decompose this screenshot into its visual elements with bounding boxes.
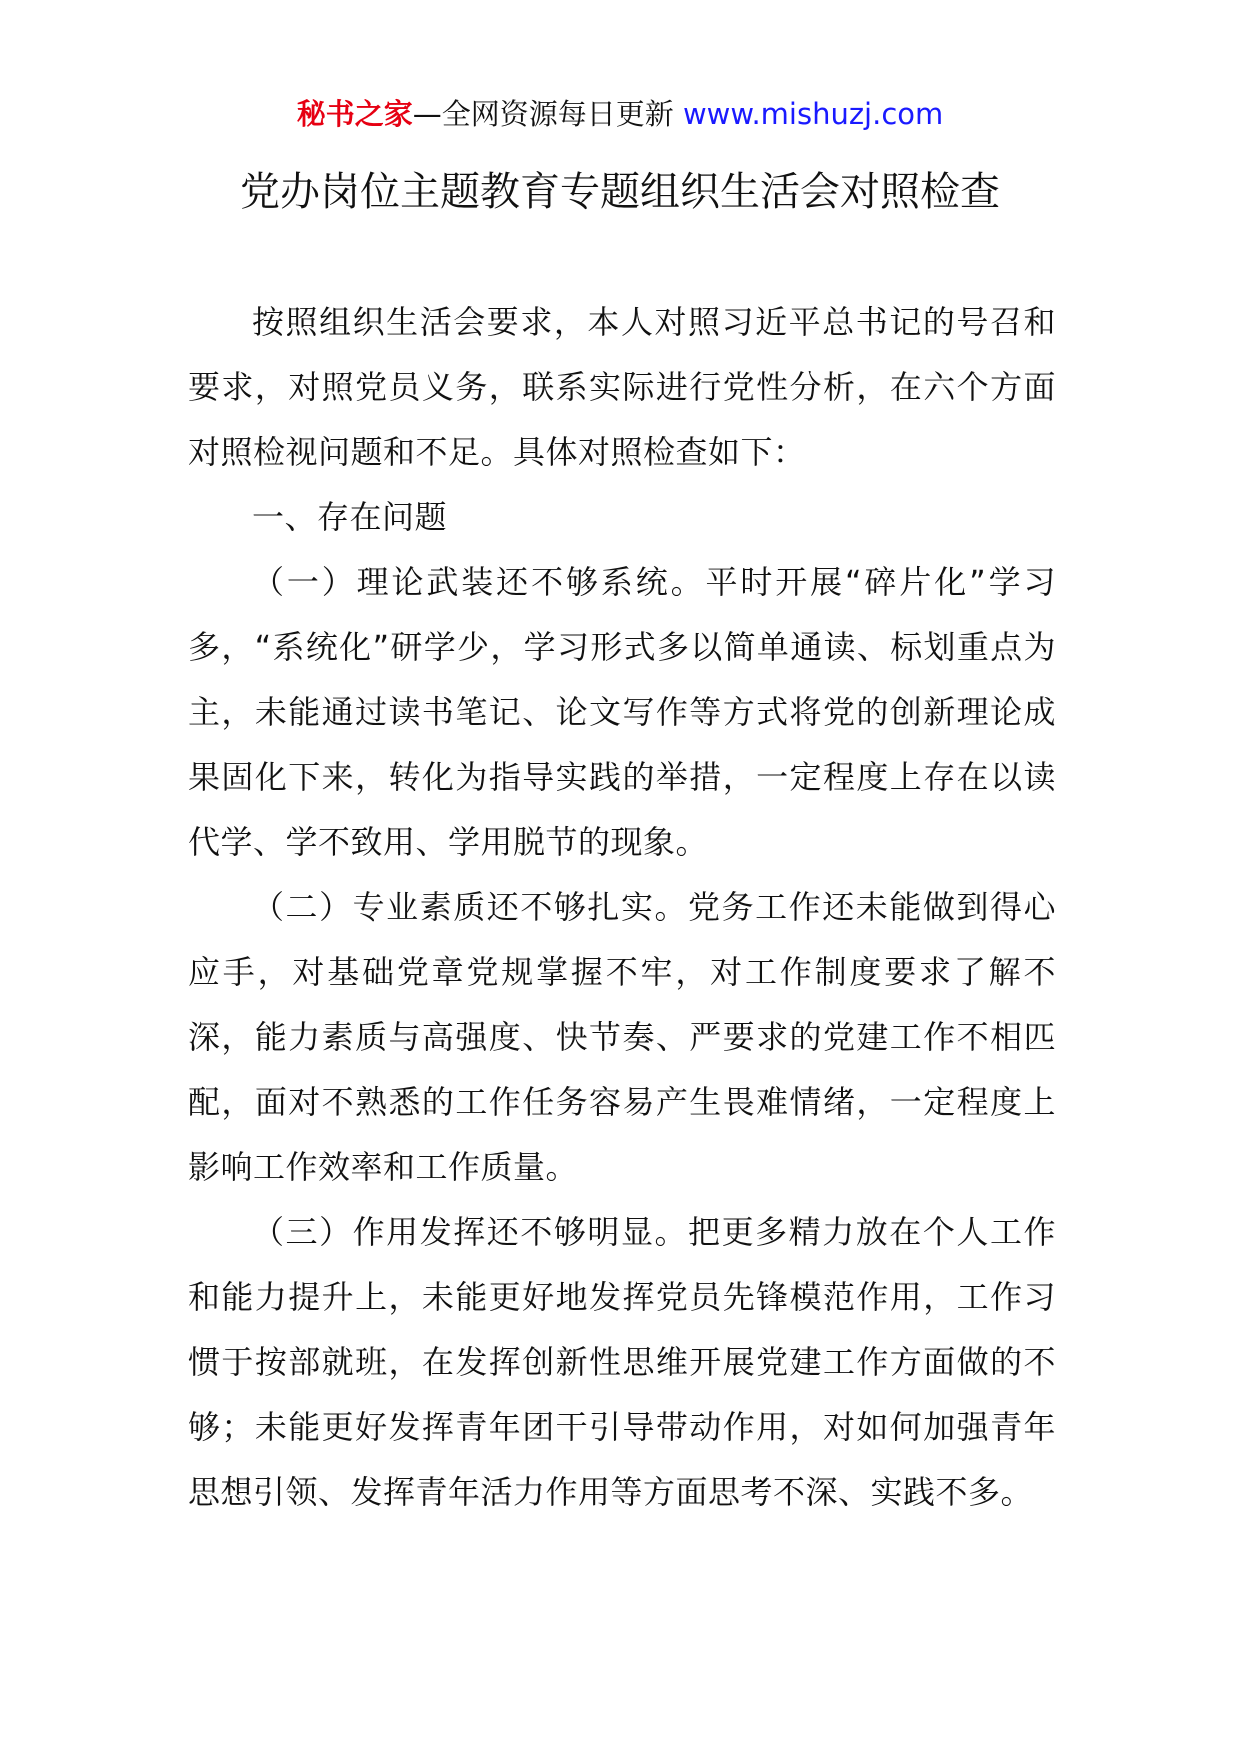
section-heading-problems: 一、存在问题: [252, 498, 448, 536]
site-url-link[interactable]: www.mishuzj.com: [682, 97, 944, 131]
site-header: [0, 94, 1240, 134]
brand-name: 秘书之家: [296, 97, 413, 131]
document-title: 党办岗位主题教育专题组织生活会对照检查: [240, 169, 1000, 215]
site-tagline: —全网资源每日更新: [412, 97, 683, 131]
document-body: [188, 290, 1056, 1525]
problem-paragraph-1: （一）理论武装还不够系统。平时开展“碎片化”学习多，“系统化”研学少，学习形式多以简单通读、标划重点为主，未能通过读书笔记、论文写作等方式将党的创新理论成果固化下来，转化为指导实践的举措，一定程度上存在以读代学、学不致用、学用脱节的现象。: [188, 563, 1056, 861]
intro-paragraph: 按照组织生活会要求，本人对照习近平总书记的号召和要求，对照党员义务，联系实际进行党性分析，在六个方面对照检视问题和不足。具体对照检查如下：: [188, 303, 1056, 471]
problem-paragraph-3: （三）作用发挥还不够明显。把更多精力放在个人工作和能力提升上，未能更好地发挥党员先锋模范作用，工作习惯于按部就班，在发挥创新性思维开展党建工作方面做的不够；未能更好发挥青年团干引导带动作用，对如何加强青年思想引领、发挥青年活力作用等方面思考不深、实践不多。: [188, 1213, 1056, 1511]
problem-paragraph-2: （二）专业素质还不够扎实。党务工作还未能做到得心应手，对基础党章党规掌握不牢，对工作制度要求了解不深，能力素质与高强度、快节奏、严要求的党建工作不相匹配，面对不熟悉的工作任务容易产生畏难情绪，一定程度上影响工作效率和工作质量。: [188, 888, 1056, 1186]
